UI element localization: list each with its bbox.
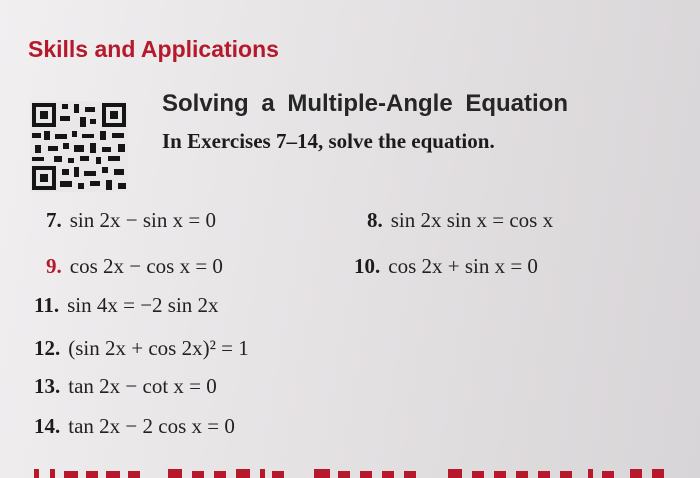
exercise-equation: cos 2x + sin x = 0 [388,254,538,278]
exercise-equation: sin 2x sin x = cos x [390,208,554,232]
exercise-equation: tan 2x − 2 cos x = 0 [68,414,235,438]
exercise-13 [34,374,217,399]
exercise-11 [34,293,219,318]
exercise-equation: tan 2x − cot x = 0 [68,374,217,398]
exercise-group-title: Solving a Multiple-Angle Equation [162,90,568,117]
exercise-number: 11. [34,293,60,317]
exercise-12 [34,336,249,361]
exercise-equation: cos 2x − cos x = 0 [69,254,223,278]
exercise-14 [34,414,235,439]
qr-code-icon [30,101,128,192]
exercise-number: 10. [354,254,381,278]
exercise-number: 13. [34,374,61,398]
exercise-equation: sin 2x − sin x = 0 [69,208,216,232]
exercise-equation: sin 4x = −2 sin 2x [67,293,219,317]
section-title: Skills and Applications [28,36,279,62]
exercise-7 [46,208,216,233]
exercise-number: 8. [367,208,383,232]
exercise-number: 14. [34,414,61,438]
exercise-number: 9. [46,254,62,278]
exercise-9 [46,254,223,279]
exercise-group-instructions: In Exercises 7–14, solve the equation. [162,129,495,153]
exercise-number: 12. [34,336,61,360]
exercise-10 [354,254,538,279]
exercise-equation: (sin 2x + cos 2x)² = 1 [68,336,249,360]
next-section-heading-cutoff [28,465,700,478]
exercise-number: 7. [46,208,62,232]
exercise-8 [367,208,553,233]
